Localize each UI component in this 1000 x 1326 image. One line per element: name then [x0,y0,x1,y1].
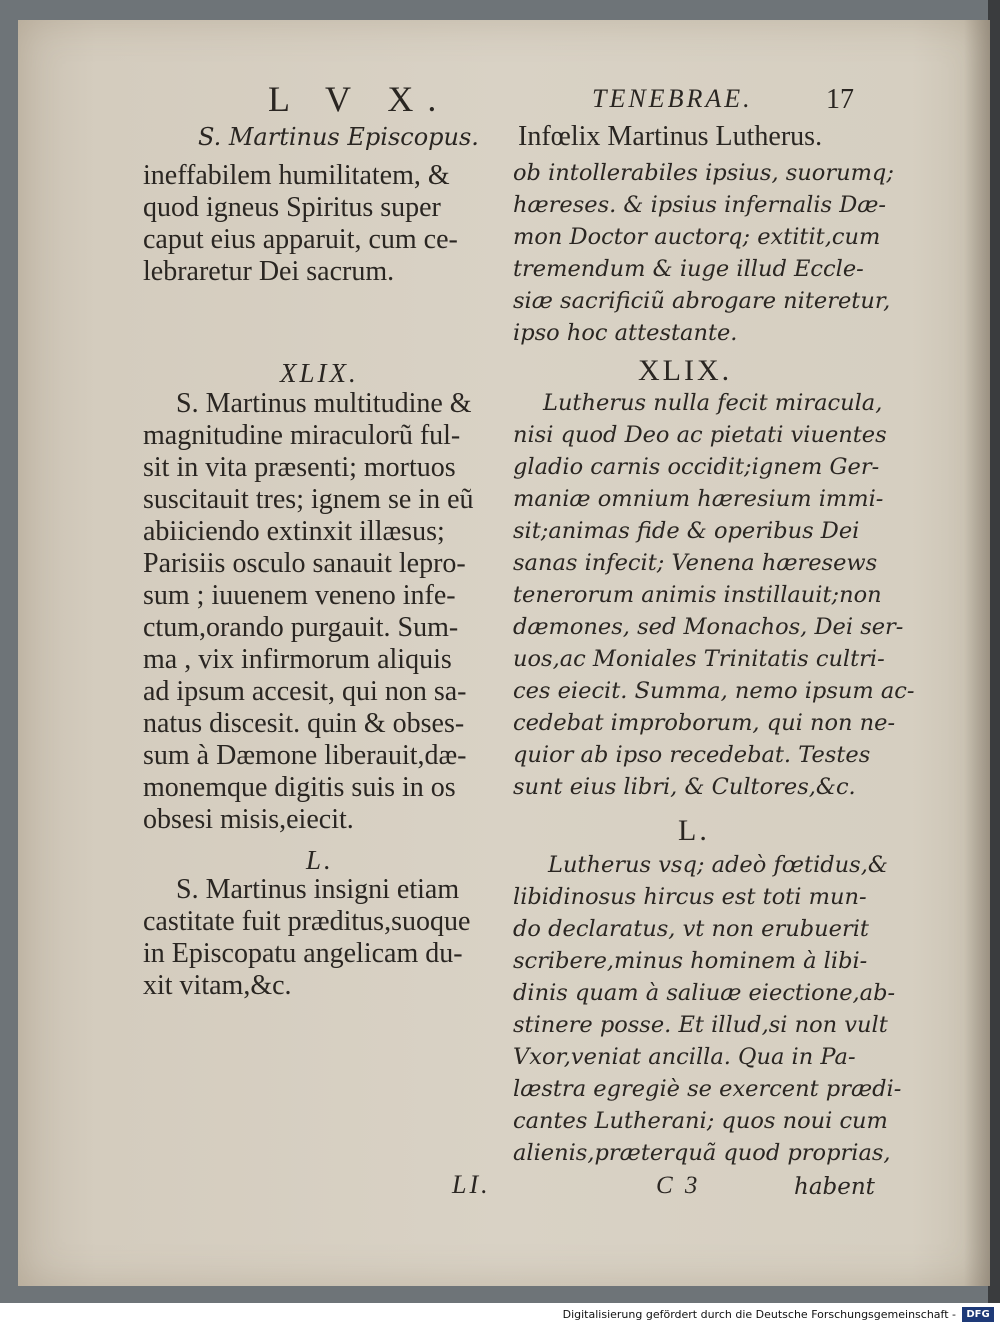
left-line: suscitauit tres; ignem se in eũ [143,484,474,515]
right-line: libidinosus hircus est toti mun- [513,884,867,910]
right-line: dæmones, sed Monachos, Dei ser- [513,614,904,640]
running-head-right: TENEBRAE. [592,84,753,113]
right-line: sit;animas fide & operibus Dei [513,518,860,544]
right-line: læstra egregiè se exercent prædi- [513,1076,902,1102]
left-line: ad ipsum accesit, qui non sa- [143,676,467,707]
right-line: uos,ac Moniales Trinitatis cultri- [513,646,885,672]
right-line: stinere posse. Et illud,si non vult [513,1012,888,1038]
right-catchword: habent [794,1174,875,1200]
left-line: S. Martinus multitudine & [176,388,472,419]
left-line: abiiciendo extinxit illæsus; [143,516,445,547]
right-subtitle: Infœlix Martinus Lutherus. [518,121,823,152]
right-line: Lutherus nulla fecit miracula, [543,390,883,416]
left-line: monemque digitis suis in os [143,772,456,803]
left-line: Parisiis osculo sanauit lepro- [143,548,466,579]
right-line: siæ sacrificiũ abrogare niteretur, [513,288,891,314]
left-line: xit vitam,&c. [143,970,292,1001]
right-line: sunt eius libri, & Cultores,&c. [513,774,856,800]
right-line: tremendum & iuge illud Eccle- [513,256,864,282]
right-line: tenerorum animis instillauit;non [513,582,882,608]
right-line: gladio carnis occidit;ignem Ger- [513,454,880,480]
left-subtitle: S. Martinus Episcopus. [198,123,479,151]
left-line: obsesi misis,eiecit. [143,804,354,835]
dfg-logo-icon[interactable]: DFG [962,1307,994,1322]
left-line: quod igneus Spiritus super [143,192,441,223]
page-number: 17 [826,84,854,115]
right-line: sanas infecit; Venena hæresews [513,550,878,576]
right-line: nisi quod Deo ac pietati viuentes [513,422,887,448]
right-line: ob intollerabiles ipsius, suorumq; [513,160,894,186]
left-line: natus discesit. quin & obses- [143,708,465,739]
left-line: sum à Dæmone liberauit,dæ- [143,740,467,771]
right-line: alienis,præterquã quod proprias, [513,1140,891,1166]
left-line: sit in vita præsenti; mortuos [143,452,456,483]
left-line: magnitudine miraculorũ ful- [143,420,461,451]
right-section-l: L. [678,814,710,847]
footer-credit: Digitalisierung gefördert durch die Deutsche Forschungsgemeinschaft - [562,1308,956,1321]
left-line: ineffabilem humilitatem, & [143,160,450,191]
right-line: cedebat improborum, qui non ne- [513,710,896,736]
left-line: sum ; iuuenem veneno infe- [143,580,456,611]
right-line: Vxor,veniat ancilla. Qua in Pa- [513,1044,856,1070]
right-line: do declaratus, vt non erubuerit [513,916,869,942]
digitization-footer [0,1303,1000,1326]
running-head-left: L V X. [268,79,451,119]
page-edge-shadow [964,20,990,1286]
left-catchword: LI. [452,1170,491,1199]
right-line: Lutherus vsq; adeò fœtidus,& [548,852,888,878]
left-line: castitate fuit præditus,suoque [143,906,471,937]
right-line: dinis quam à saliuæ eiectione,ab- [513,980,896,1006]
left-line: lebraretur Dei sacrum. [143,256,395,287]
right-line: ces eiecit. Summa, nemo ipsum ac- [513,678,915,704]
left-line: caput eius apparuit, cum ce- [143,224,458,255]
left-section-xlix: XLIX. [280,358,359,388]
right-line: quior ab ipso recedebat. Testes [513,742,871,768]
signature-mark: C 3 [656,1172,701,1199]
left-line: ma , vix infirmorum aliquis [143,644,452,675]
right-section-xlix: XLIX. [638,354,733,387]
right-line: cantes Lutherani; quos noui cum [513,1108,888,1134]
left-line: ctum,orando purgauit. Sum- [143,612,459,643]
right-line: hæreses. & ipsius infernalis Dæ- [513,192,887,218]
left-line: in Episcopatu angelicam du- [143,938,463,969]
right-line: scribere,minus hominem à libi- [513,948,868,974]
right-line: maniæ omnium hæresium immi- [513,486,884,512]
left-line: S. Martinus insigni etiam [176,874,460,905]
right-line: mon Doctor auctorq; extitit,cum [513,224,881,250]
left-section-l: L. [306,845,334,875]
right-line: ipso hoc attestante. [513,320,738,346]
